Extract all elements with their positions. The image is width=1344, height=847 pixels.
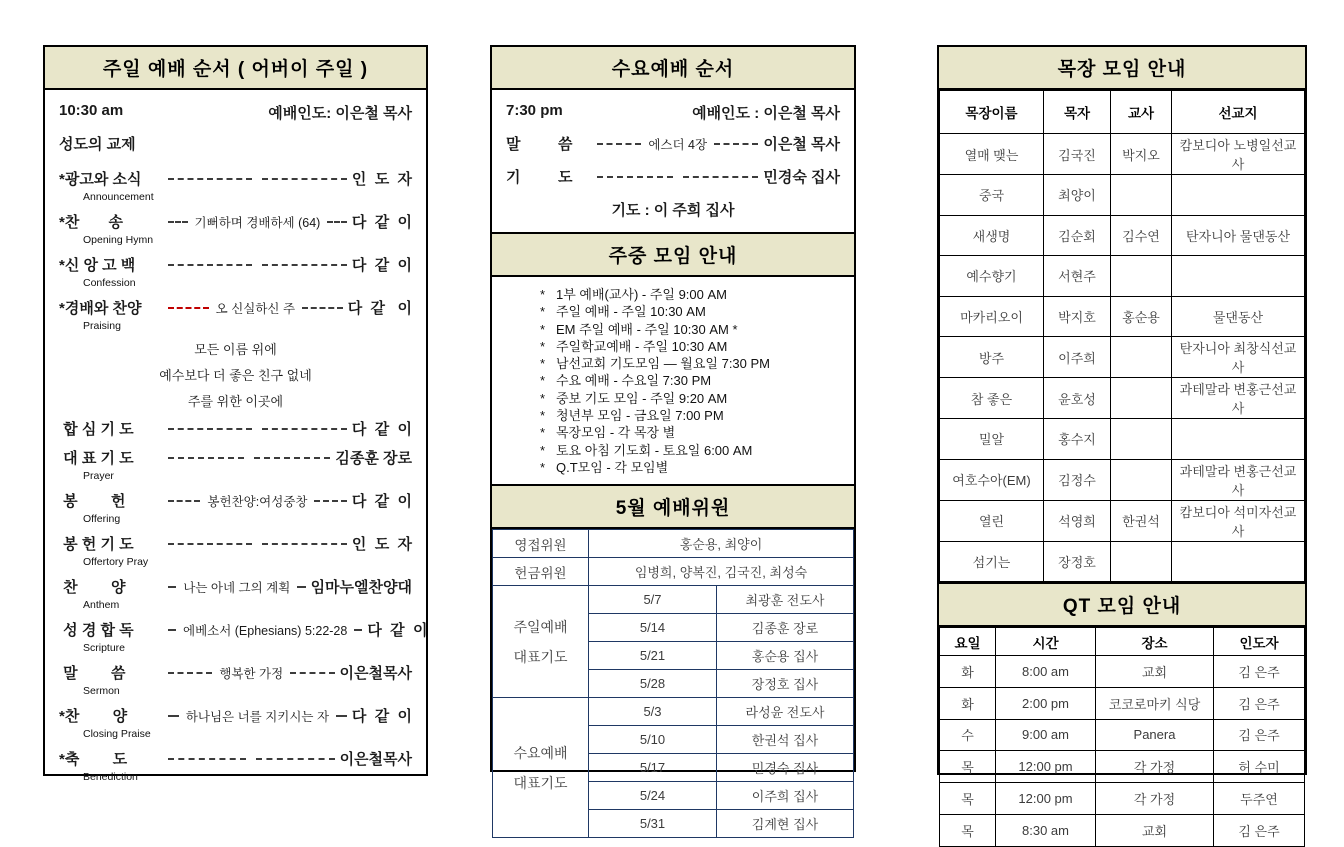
place-cell: 각 가정 xyxy=(1096,751,1214,783)
order-response: 이은철목사 xyxy=(339,665,412,682)
asterisk-bullet: * xyxy=(540,356,546,372)
date-cell: 5/10 xyxy=(589,726,717,754)
sunday-service-title: 주일 예배 순서 ( 어버이 주일 ) xyxy=(45,47,426,90)
mokjang-name-cell: 방주 xyxy=(940,337,1044,378)
qt-title: QT 모임 안내 xyxy=(939,582,1305,627)
order-line xyxy=(59,576,412,597)
mokjang-table xyxy=(939,90,1305,582)
dash-leader-line xyxy=(168,629,176,631)
order-item xyxy=(59,211,412,246)
dash-leader-line xyxy=(168,178,252,180)
order-item xyxy=(59,254,412,289)
dash-leader-line xyxy=(302,307,343,309)
order-english-caption: Announcement xyxy=(83,191,154,203)
sunday-service-time: 10:30 am xyxy=(59,102,124,119)
date-cell: 5/3 xyxy=(589,698,717,726)
teacher-cell: 한권석 xyxy=(1111,500,1172,541)
dash-leader-line xyxy=(262,178,346,180)
order-line xyxy=(506,166,840,187)
order-response: 다 같 이 xyxy=(351,493,412,510)
dash-leader-line xyxy=(354,629,362,631)
asterisk-bullet: * xyxy=(540,287,546,302)
name-cell: 김계현 집사 xyxy=(717,810,854,838)
name-cell: 한권석 집사 xyxy=(717,726,854,754)
date-cell: 5/7 xyxy=(589,586,717,614)
mokjang-name-cell: 참 좋은 xyxy=(940,378,1044,419)
leader-cell: 김 은주 xyxy=(1214,656,1305,688)
order-response: 다 같 이 xyxy=(351,257,413,274)
mission-field-cell xyxy=(1172,541,1305,582)
table-row xyxy=(940,256,1305,297)
weekly-meeting-text: 수요 예배 - 수요일 7:30 PM xyxy=(556,373,712,389)
teacher-cell: 김수연 xyxy=(1111,215,1172,256)
mission-field-cell: 캄보디아 노병일선교사 xyxy=(1172,134,1305,175)
table-row xyxy=(493,530,854,558)
place-cell: 교회 xyxy=(1096,814,1214,846)
shepherd-cell: 김국진 xyxy=(1044,134,1111,175)
sunday-service-leader: 예배인도: 이은철 목사 xyxy=(268,105,412,122)
order-item xyxy=(59,705,412,740)
order-line xyxy=(59,619,428,640)
order-line xyxy=(59,705,412,726)
dash-leader-line xyxy=(714,143,758,145)
table-row xyxy=(940,296,1305,337)
day-cell: 목 xyxy=(940,814,996,846)
order-response: 이은철목사 xyxy=(339,751,413,768)
dash-leader-line xyxy=(168,715,179,717)
order-response: 다 같 이 xyxy=(351,421,413,438)
shepherd-cell: 박지호 xyxy=(1044,296,1111,337)
leader-cell: 김 은주 xyxy=(1214,814,1305,846)
asterisk-bullet: * xyxy=(540,408,546,424)
mission-field-cell xyxy=(1172,175,1305,216)
table-row xyxy=(940,215,1305,256)
order-line xyxy=(59,254,412,275)
group-label-line: 주일예배 xyxy=(513,618,568,635)
order-line xyxy=(506,133,840,154)
asterisk-bullet: * xyxy=(540,459,546,475)
order-item xyxy=(59,662,412,697)
weekly-meeting-item xyxy=(540,286,844,303)
mokjang-name-cell: 열린 xyxy=(940,500,1044,541)
shepherd-cell: 장정호 xyxy=(1044,541,1111,582)
order-item xyxy=(59,447,412,482)
order-label: 기 도 xyxy=(506,169,573,186)
date-cell: 5/24 xyxy=(589,782,717,810)
order-line xyxy=(59,447,412,468)
order-response: 민경숙 집사 xyxy=(763,169,840,186)
name-cell: 김종훈 장로 xyxy=(717,614,854,642)
day-cell: 화 xyxy=(940,656,996,688)
wednesday-service-title: 수요예배 순서 xyxy=(492,47,854,90)
dash-leader-line xyxy=(168,543,252,545)
mokjang-name-cell: 열매 맺는 xyxy=(940,134,1044,175)
order-label: 말 씀 xyxy=(59,665,126,682)
leader-cell: 김 은주 xyxy=(1214,687,1305,719)
dash-leader-line xyxy=(262,428,346,430)
table-row xyxy=(940,500,1305,541)
order-english-caption: Benediction xyxy=(83,771,138,783)
order-line xyxy=(59,418,412,439)
date-cell: 5/28 xyxy=(589,670,717,698)
mokjang-name-cell: 예수향기 xyxy=(940,256,1044,297)
order-english-caption: Offering xyxy=(83,513,121,525)
order-center-text: 봉헌찬양:여성중창 xyxy=(207,494,308,509)
table-row xyxy=(493,586,854,614)
order-center-text: 오 신실하신 주 xyxy=(215,301,296,316)
dash-leader-line xyxy=(168,264,252,266)
day-cell: 화 xyxy=(940,687,996,719)
dash-leader-line xyxy=(683,176,759,178)
weekly-meeting-text: 청년부 모임 - 금요일 7:00 PM xyxy=(556,408,724,424)
weekly-meetings-title: 주중 모임 안내 xyxy=(492,232,854,277)
order-label: *찬 송 xyxy=(59,214,123,231)
sunday-service-panel xyxy=(43,45,428,783)
order-item xyxy=(59,533,412,568)
committee-names: 홍순용, 최양이 xyxy=(589,530,854,558)
asterisk-bullet: * xyxy=(540,442,546,458)
dash-leader-line xyxy=(168,586,176,588)
shepherd-cell: 홍수지 xyxy=(1044,419,1111,460)
wednesday-service-panel xyxy=(490,45,856,833)
table-row xyxy=(940,751,1305,783)
table-row xyxy=(940,459,1305,500)
order-line xyxy=(59,662,412,683)
shepherd-cell: 윤호성 xyxy=(1044,378,1111,419)
dash-leader-line xyxy=(168,457,244,459)
asterisk-bullet: * xyxy=(540,321,546,337)
order-english-caption: Scripture xyxy=(83,642,126,654)
order-response: 다 같 이 xyxy=(367,622,428,639)
place-cell: 코코로마키 식당 xyxy=(1096,687,1214,719)
weekly-meeting-text: EM 주일 예배 - 주일 10:30 AM * xyxy=(556,321,738,337)
group-label-line: 대표기도 xyxy=(513,774,568,791)
order-label: 대 표 기 도 xyxy=(59,450,134,467)
order-line xyxy=(59,748,412,769)
weekly-meeting-item xyxy=(540,407,844,424)
wednesday-service-leader: 예배인도 : 이은철 목사 xyxy=(692,105,840,122)
wednesday-service-body xyxy=(492,90,854,232)
asterisk-bullet: * xyxy=(540,338,546,354)
order-response: 김종훈 장로 xyxy=(335,450,412,467)
shepherd-cell: 최양이 xyxy=(1044,175,1111,216)
order-label: 성 경 합 독 xyxy=(59,622,134,639)
fellowship-line: 성도의 교제 xyxy=(59,136,136,153)
order-english-caption: Opening Hymn xyxy=(83,234,154,246)
order-item xyxy=(59,418,412,439)
order-item xyxy=(59,297,412,410)
dash-leader-line xyxy=(168,758,246,760)
order-label: *신 앙 고 백 xyxy=(59,257,136,274)
mission-field-cell: 탄자니아 최창식선교사 xyxy=(1172,337,1305,378)
may-committee-table xyxy=(492,529,854,838)
praise-extra-line: 모든 이름 위에 xyxy=(194,342,277,357)
dash-leader-line xyxy=(314,500,346,502)
table-header-row xyxy=(940,91,1305,134)
teacher-cell xyxy=(1111,378,1172,419)
date-cell: 5/31 xyxy=(589,810,717,838)
weekly-meetings-list xyxy=(492,277,854,484)
table-row xyxy=(940,814,1305,846)
table-row xyxy=(940,175,1305,216)
weekly-meeting-text: 주일 예배 - 주일 10:30 AM xyxy=(556,304,706,320)
teacher-cell xyxy=(1111,459,1172,500)
mokjang-title: 목장 모임 안내 xyxy=(939,47,1305,90)
order-english-caption: Prayer xyxy=(83,470,114,482)
table-row xyxy=(940,337,1305,378)
sunday-prayer-group-label xyxy=(493,586,589,698)
date-cell: 5/14 xyxy=(589,614,717,642)
mokjang-name-cell: 밀알 xyxy=(940,419,1044,460)
committee-role: 영접위원 xyxy=(493,530,589,558)
order-item xyxy=(59,748,412,783)
place-cell: Panera xyxy=(1096,719,1214,751)
weekly-meeting-text: 주일학교예배 - 주일 10:30 AM xyxy=(556,338,728,354)
order-of-worship-list xyxy=(59,168,428,783)
asterisk-bullet: * xyxy=(540,304,546,320)
dash-leader-line xyxy=(262,543,346,545)
table-header-row xyxy=(940,628,1305,656)
order-english-caption: Praising xyxy=(83,320,121,332)
weekly-meeting-item xyxy=(540,355,844,372)
teacher-cell: 박지오 xyxy=(1111,134,1172,175)
time-cell: 8:00 am xyxy=(996,656,1096,688)
mission-field-cell xyxy=(1172,256,1305,297)
mokjang-name-cell: 중국 xyxy=(940,175,1044,216)
weekly-meeting-item xyxy=(540,459,844,476)
weekly-meeting-text: Q.T모임 - 각 모임별 xyxy=(556,459,669,475)
order-center-text: 에베소서 (Ephesians) 5:22-28 xyxy=(183,623,348,638)
table-row xyxy=(940,378,1305,419)
group-label-line: 수요예배 xyxy=(513,744,568,761)
mission-field-cell: 물댄동산 xyxy=(1172,296,1305,337)
order-item xyxy=(59,168,412,203)
order-label: 봉 헌 xyxy=(59,493,126,510)
column-header: 목장이름 xyxy=(940,91,1044,134)
wednesday-prayer-group-label xyxy=(493,698,589,838)
order-item xyxy=(59,619,428,654)
order-label: 찬 양 xyxy=(59,579,126,596)
prayer-note: 기도 : 이 주희 집사 xyxy=(611,202,735,219)
dash-leader-line xyxy=(597,143,641,145)
order-response: 다 같 이 xyxy=(351,214,413,231)
mokjang-name-cell: 마카리오이 xyxy=(940,296,1044,337)
teacher-cell: 홍순용 xyxy=(1111,296,1172,337)
time-cell: 12:00 pm xyxy=(996,751,1096,783)
table-row xyxy=(940,719,1305,751)
mission-field-cell xyxy=(1172,419,1305,460)
place-cell: 각 가정 xyxy=(1096,783,1214,815)
date-cell: 5/17 xyxy=(589,754,717,782)
order-line xyxy=(59,533,412,554)
asterisk-bullet: * xyxy=(540,390,546,406)
order-center-text: 에스더 4장 xyxy=(648,137,708,152)
order-english-caption: Confession xyxy=(83,277,136,289)
qt-table xyxy=(939,627,1305,847)
mokjang-qt-panel xyxy=(937,45,1307,839)
table-row xyxy=(493,698,854,726)
shepherd-cell: 이주희 xyxy=(1044,337,1111,378)
weekly-meeting-item xyxy=(540,390,844,407)
name-cell: 라성윤 전도사 xyxy=(717,698,854,726)
order-center-text: 나는 아네 그의 계획 xyxy=(183,580,291,595)
date-cell: 5/21 xyxy=(589,642,717,670)
order-item xyxy=(59,490,412,525)
asterisk-bullet: * xyxy=(540,373,546,389)
table-row xyxy=(940,687,1305,719)
shepherd-cell: 김순회 xyxy=(1044,215,1111,256)
order-line xyxy=(59,297,412,318)
leader-cell: 허 수미 xyxy=(1214,751,1305,783)
day-cell: 목 xyxy=(940,783,996,815)
order-response: 다 같 이 xyxy=(347,300,412,317)
praise-extra-line: 주를 위한 이곳에 xyxy=(187,394,284,409)
order-item xyxy=(59,576,412,611)
place-cell: 교회 xyxy=(1096,656,1214,688)
order-line xyxy=(59,168,412,189)
time-cell: 9:00 am xyxy=(996,719,1096,751)
table-row xyxy=(940,419,1305,460)
shepherd-cell: 서현주 xyxy=(1044,256,1111,297)
order-label: 말 씀 xyxy=(506,136,573,153)
dash-leader-line xyxy=(290,672,334,674)
order-center-text: 하나님은 너를 지키시는 자 xyxy=(185,709,330,724)
order-label: 봉 헌 기 도 xyxy=(59,536,134,553)
order-english-caption: Offertory Pray xyxy=(83,556,149,568)
shepherd-cell: 석영희 xyxy=(1044,500,1111,541)
time-cell: 2:00 pm xyxy=(996,687,1096,719)
name-cell: 민경숙 집사 xyxy=(717,754,854,782)
weekly-meeting-text: 목장모임 - 각 목장 별 xyxy=(556,425,676,441)
weekly-meeting-item xyxy=(540,303,844,320)
order-response: 인 도 자 xyxy=(351,536,413,553)
order-label: *경배와 찬양 xyxy=(59,300,142,317)
mission-field-cell: 과테말라 변홍근선교사 xyxy=(1172,378,1305,419)
order-response: 인 도 자 xyxy=(351,171,413,188)
time-cell: 8:30 am xyxy=(996,814,1096,846)
wednesday-order-list xyxy=(506,133,840,187)
order-line xyxy=(59,490,412,511)
column-header: 인도자 xyxy=(1214,628,1305,656)
may-committee-title: 5월 예배위원 xyxy=(492,484,854,529)
mokjang-name-cell: 새생명 xyxy=(940,215,1044,256)
teacher-cell xyxy=(1111,256,1172,297)
table-row xyxy=(940,783,1305,815)
dash-leader-line xyxy=(597,176,673,178)
order-response: 임마누엘찬양대 xyxy=(310,579,412,596)
dash-leader-line xyxy=(168,500,200,502)
order-english-caption: Anthem xyxy=(83,599,120,611)
dash-leader-line xyxy=(262,264,346,266)
wednesday-service-time: 7:30 pm xyxy=(506,102,563,119)
dash-leader-line xyxy=(168,307,209,309)
column-header: 장소 xyxy=(1096,628,1214,656)
asterisk-bullet: * xyxy=(540,425,546,441)
dash-leader-line xyxy=(168,428,252,430)
dash-leader-line xyxy=(336,715,347,717)
column-header: 시간 xyxy=(996,628,1096,656)
teacher-cell xyxy=(1111,337,1172,378)
time-cell: 12:00 pm xyxy=(996,783,1096,815)
dash-leader-line xyxy=(297,586,305,588)
weekly-meeting-text: 토요 아침 기도회 - 토요일 6:00 AM xyxy=(556,442,753,458)
order-center-text: 기뻐하며 경배하세 (64) xyxy=(194,215,321,230)
table-row xyxy=(940,656,1305,688)
order-label: 합 심 기 도 xyxy=(59,421,134,438)
mission-field-cell: 탄자니아 물댄동산 xyxy=(1172,215,1305,256)
column-header: 요일 xyxy=(940,628,996,656)
committee-role: 헌금위원 xyxy=(493,558,589,586)
committee-names: 임병희, 양복진, 김국진, 최성숙 xyxy=(589,558,854,586)
day-cell: 목 xyxy=(940,751,996,783)
mission-field-cell: 과테말라 변홍근선교사 xyxy=(1172,459,1305,500)
weekly-meeting-item xyxy=(540,424,844,441)
table-row xyxy=(493,558,854,586)
weekly-meeting-item xyxy=(540,442,844,459)
table-row xyxy=(940,541,1305,582)
shepherd-cell: 김정수 xyxy=(1044,459,1111,500)
dash-leader-line xyxy=(327,221,347,223)
name-cell: 장정호 집사 xyxy=(717,670,854,698)
table-row xyxy=(940,134,1305,175)
mission-field-cell: 캄보디아 석미자선교사 xyxy=(1172,500,1305,541)
order-label: *축 도 xyxy=(59,751,128,768)
column-header: 교사 xyxy=(1111,91,1172,134)
dash-leader-line xyxy=(254,457,330,459)
praise-extra-line: 예수보다 더 좋은 친구 없네 xyxy=(159,368,312,383)
order-label: *광고와 소식 xyxy=(59,171,142,188)
column-header: 목자 xyxy=(1044,91,1111,134)
dash-leader-line xyxy=(256,758,334,760)
order-english-caption: Closing Praise xyxy=(83,728,151,740)
group-label-line: 대표기도 xyxy=(513,648,568,665)
leader-cell: 두주연 xyxy=(1214,783,1305,815)
weekly-meeting-text: 중보 기도 모임 - 주일 9:20 AM xyxy=(556,390,728,406)
name-cell: 이주희 집사 xyxy=(717,782,854,810)
teacher-cell xyxy=(1111,419,1172,460)
order-label: *찬 양 xyxy=(59,708,128,725)
teacher-cell xyxy=(1111,541,1172,582)
day-cell: 수 xyxy=(940,719,996,751)
mokjang-name-cell: 여호수아(EM) xyxy=(940,459,1044,500)
dash-leader-line xyxy=(168,672,212,674)
order-center-text: 행복한 가정 xyxy=(219,666,284,681)
order-response: 다 같 이 xyxy=(351,708,413,725)
name-cell: 최광훈 전도사 xyxy=(717,586,854,614)
teacher-cell xyxy=(1111,175,1172,216)
order-line xyxy=(59,211,412,232)
sunday-service-body xyxy=(45,90,426,799)
weekly-meeting-text: 1부 예배(교사) - 주일 9:00 AM xyxy=(556,287,727,302)
column-header: 선교지 xyxy=(1172,91,1305,134)
weekly-meeting-item xyxy=(540,321,844,338)
weekly-meeting-item xyxy=(540,338,844,355)
dash-leader-line xyxy=(168,221,188,223)
weekly-meeting-item xyxy=(540,372,844,389)
leader-cell: 김 은주 xyxy=(1214,719,1305,751)
order-english-caption: Sermon xyxy=(83,685,120,697)
order-response: 이은철 목사 xyxy=(763,136,841,153)
name-cell: 홍순용 집사 xyxy=(717,642,854,670)
weekly-meeting-text: 남선교회 기도모임 — 월요일 7:30 PM xyxy=(556,356,770,372)
mokjang-name-cell: 섬기는 xyxy=(940,541,1044,582)
